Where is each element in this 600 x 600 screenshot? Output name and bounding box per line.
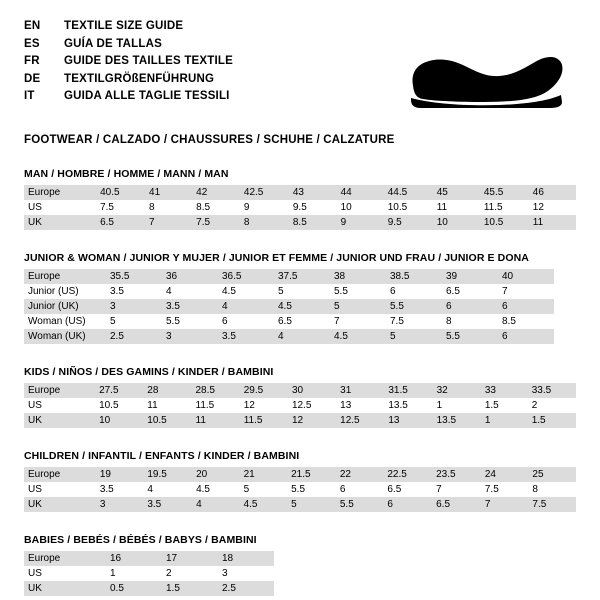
size-cell: 2 [528, 398, 576, 413]
size-cell: 5 [106, 314, 162, 329]
size-cell: 3.5 [106, 284, 162, 299]
table-row [24, 215, 576, 230]
language-code: DE [24, 72, 41, 85]
size-cell: 8 [145, 200, 192, 215]
size-cell: 42 [192, 185, 240, 200]
size-cell: 39 [442, 269, 498, 284]
size-cell: 11 [143, 398, 191, 413]
size-cell: 6.5 [442, 284, 498, 299]
size-cell: 5 [240, 482, 288, 497]
size-cell: 10 [337, 200, 384, 215]
section-man [24, 168, 576, 230]
language-code: IT [24, 90, 35, 102]
size-cell: 8 [528, 482, 576, 497]
section-kids [24, 366, 576, 428]
size-cell: 1.5 [528, 413, 576, 428]
size-cell: 12 [240, 398, 288, 413]
size-cell: 1 [106, 566, 162, 581]
row-label: UK [24, 413, 95, 428]
size-cell: 4 [218, 299, 274, 314]
size-cell: 1.5 [481, 398, 528, 413]
language-row [24, 36, 233, 54]
table-row [24, 566, 274, 581]
size-cell: 5.5 [336, 497, 384, 512]
size-cell: 11.5 [480, 200, 529, 215]
language-row [24, 53, 233, 71]
size-cell: 4.5 [274, 299, 330, 314]
size-cell: 8.5 [192, 200, 240, 215]
size-cell: 9.5 [384, 215, 433, 230]
size-cell: 8.5 [498, 314, 554, 329]
size-cell: 4.5 [240, 497, 288, 512]
size-cell: 6.5 [96, 215, 145, 230]
size-cell: 30 [288, 383, 336, 398]
size-cell: 43 [289, 185, 337, 200]
size-cell: 12 [529, 200, 576, 215]
size-table [24, 551, 274, 596]
size-cell: 5 [386, 329, 442, 344]
language-title: GUIDE DES TAILLES TEXTILE [64, 55, 233, 67]
size-cell: 10.5 [384, 200, 433, 215]
size-cell: 7.5 [96, 200, 145, 215]
size-cell: 7.5 [481, 482, 529, 497]
size-cell: 20 [192, 467, 240, 482]
size-cell: 13.5 [384, 398, 432, 413]
size-cell: 10.5 [143, 413, 191, 428]
table-row [24, 329, 554, 344]
table-row [24, 299, 554, 314]
size-cell: 6 [218, 314, 274, 329]
size-cell: 2.5 [218, 581, 274, 596]
size-cell: 44 [337, 185, 384, 200]
size-cell: 3 [106, 299, 162, 314]
size-cell: 40 [498, 269, 554, 284]
size-cell: 5.5 [287, 482, 336, 497]
size-cell: 10 [433, 215, 480, 230]
row-label: US [24, 398, 95, 413]
size-cell: 9.5 [289, 200, 337, 215]
size-cell: 41 [145, 185, 192, 200]
row-label: Woman (UK) [24, 329, 106, 344]
size-cell: 11.5 [192, 398, 240, 413]
size-cell: 7.5 [386, 314, 442, 329]
size-cell: 6 [442, 299, 498, 314]
size-cell: 5.5 [386, 299, 442, 314]
row-label: Europe [24, 383, 95, 398]
row-label: US [24, 482, 96, 497]
size-cell: 13.5 [433, 413, 481, 428]
size-cell: 7 [481, 497, 529, 512]
size-cell: 8 [442, 314, 498, 329]
size-cell: 19 [96, 467, 144, 482]
table-row [24, 413, 576, 428]
size-cell: 10.5 [95, 398, 143, 413]
size-cell: 16 [106, 551, 162, 566]
table-row [24, 284, 554, 299]
section-title: CHILDREN / INFANTIL / ENFANTS / KINDER / BAMBINI [24, 450, 300, 462]
language-title: GUIDA ALLE TAGLIE TESSILI [64, 90, 230, 102]
size-cell: 31 [336, 383, 384, 398]
size-cell: 3.5 [143, 497, 192, 512]
size-table [24, 467, 576, 512]
size-cell: 38.5 [386, 269, 442, 284]
size-cell: 12.5 [336, 413, 384, 428]
size-cell: 31.5 [384, 383, 432, 398]
size-cell: 33.5 [528, 383, 576, 398]
table-row [24, 482, 576, 497]
row-label: Europe [24, 269, 106, 284]
section-title: BABIES / BEBÉS / BÉBÉS / BABYS / BAMBINI [24, 534, 257, 546]
size-cell: 28.5 [192, 383, 240, 398]
language-code: EN [24, 20, 41, 32]
size-cell: 18 [218, 551, 274, 566]
size-cell: 4.5 [330, 329, 386, 344]
table-row [24, 383, 576, 398]
size-table [24, 185, 576, 230]
size-cell: 7.5 [192, 215, 240, 230]
size-cell: 4 [274, 329, 330, 344]
row-label: UK [24, 215, 96, 230]
size-cell: 22 [336, 467, 384, 482]
table-row [24, 200, 576, 215]
size-cell: 45 [433, 185, 480, 200]
table-row [24, 398, 576, 413]
size-cell: 9 [337, 215, 384, 230]
section-title: KIDS / NIÑOS / DES GAMINS / KINDER / BAMBINI [24, 366, 274, 378]
size-cell: 5.5 [330, 284, 386, 299]
size-cell: 6 [383, 497, 432, 512]
size-cell: 23.5 [432, 467, 481, 482]
size-cell: 12 [288, 413, 336, 428]
size-cell: 0.5 [106, 581, 162, 596]
size-cell: 32 [433, 383, 481, 398]
row-label: US [24, 566, 106, 581]
size-cell: 2.5 [106, 329, 162, 344]
size-cell: 6 [498, 329, 554, 344]
size-cell: 46 [529, 185, 576, 200]
language-list [24, 18, 233, 106]
size-cell: 24 [481, 467, 529, 482]
table-row [24, 467, 576, 482]
size-cell: 13 [384, 413, 432, 428]
section-children [24, 450, 576, 512]
section-junior-woman [24, 252, 576, 344]
size-cell: 4.5 [218, 284, 274, 299]
size-cell: 37.5 [274, 269, 330, 284]
size-cell: 21 [240, 467, 288, 482]
size-cell: 6 [336, 482, 384, 497]
size-table [24, 383, 576, 428]
size-cell: 2 [162, 566, 218, 581]
size-cell: 27.5 [95, 383, 143, 398]
size-cell: 45.5 [480, 185, 529, 200]
size-cell: 40.5 [96, 185, 145, 200]
size-cell: 44.5 [384, 185, 433, 200]
language-code: ES [24, 37, 40, 50]
size-cell: 12.5 [288, 398, 336, 413]
size-cell: 3 [218, 566, 274, 581]
size-cell: 5.5 [162, 314, 218, 329]
size-cell: 33 [481, 383, 528, 398]
row-label: Junior (UK) [24, 299, 106, 314]
size-cell: 10 [95, 413, 143, 428]
language-code: FR [24, 55, 40, 67]
row-label: Europe [24, 467, 96, 482]
size-cell: 7 [498, 284, 554, 299]
size-cell: 8.5 [289, 215, 337, 230]
size-cell: 3 [96, 497, 144, 512]
size-cell: 5 [330, 299, 386, 314]
section-title: MAN / HOMBRE / HOMME / MANN / MAN [24, 168, 229, 180]
page-title: FOOTWEAR / CALZADO / CHAUSSURES / SCHUHE / CALZATURE [24, 134, 395, 146]
size-cell: 29.5 [240, 383, 288, 398]
size-table [24, 269, 554, 344]
size-cell: 35.5 [106, 269, 162, 284]
language-row [24, 88, 233, 106]
row-label: Europe [24, 185, 96, 200]
size-cell: 10.5 [480, 215, 529, 230]
size-cell: 1 [433, 398, 481, 413]
language-title: TEXTILE SIZE GUIDE [64, 20, 184, 32]
size-cell: 13 [336, 398, 384, 413]
section-title: JUNIOR & WOMAN / JUNIOR Y MUJER / JUNIOR ET FEMME / JUNIOR UND FRAU / JUNIOR E DONA [24, 252, 529, 264]
size-cell: 1.5 [162, 581, 218, 596]
size-cell: 17 [162, 551, 218, 566]
size-cell: 5 [274, 284, 330, 299]
size-cell: 4 [192, 497, 240, 512]
size-cell: 25 [528, 467, 576, 482]
size-cell: 22.5 [383, 467, 432, 482]
size-cell: 4 [143, 482, 192, 497]
size-cell: 21.5 [287, 467, 336, 482]
size-sections [24, 168, 576, 596]
size-cell: 4.5 [192, 482, 240, 497]
language-title: TEXTILGRÖßENFÜHRUNG [64, 72, 215, 85]
size-cell: 5 [287, 497, 336, 512]
size-cell: 3 [162, 329, 218, 344]
size-cell: 7.5 [528, 497, 576, 512]
row-label: US [24, 200, 96, 215]
size-cell: 3.5 [218, 329, 274, 344]
table-row [24, 185, 576, 200]
section-babies [24, 534, 576, 596]
size-cell: 36 [162, 269, 218, 284]
dress-shoe-icon [390, 40, 570, 118]
size-cell: 6.5 [432, 497, 481, 512]
size-cell: 3.5 [162, 299, 218, 314]
size-cell: 38 [330, 269, 386, 284]
size-cell: 11 [433, 200, 480, 215]
size-cell: 5.5 [442, 329, 498, 344]
size-cell: 8 [240, 215, 289, 230]
size-cell: 7 [145, 215, 192, 230]
header [24, 18, 576, 118]
table-row [24, 314, 554, 329]
row-label: Junior (US) [24, 284, 106, 299]
table-row [24, 269, 554, 284]
size-cell: 28 [143, 383, 191, 398]
row-label: Europe [24, 551, 106, 566]
size-cell: 6 [386, 284, 442, 299]
size-cell: 7 [432, 482, 481, 497]
row-label: UK [24, 581, 106, 596]
size-cell: 11 [192, 413, 240, 428]
size-cell: 6 [498, 299, 554, 314]
size-cell: 36.5 [218, 269, 274, 284]
size-cell: 11.5 [240, 413, 288, 428]
size-cell: 11 [529, 215, 576, 230]
size-cell: 3.5 [96, 482, 144, 497]
size-cell: 4 [162, 284, 218, 299]
size-cell: 42.5 [240, 185, 289, 200]
size-cell: 6.5 [383, 482, 432, 497]
row-label: Woman (US) [24, 314, 106, 329]
size-cell: 7 [330, 314, 386, 329]
row-label: UK [24, 497, 96, 512]
table-row [24, 581, 274, 596]
language-row [24, 71, 233, 89]
size-cell: 6.5 [274, 314, 330, 329]
size-cell: 9 [240, 200, 289, 215]
table-row [24, 497, 576, 512]
size-cell: 1 [481, 413, 528, 428]
language-row [24, 18, 233, 36]
size-cell: 19.5 [143, 467, 192, 482]
table-row [24, 551, 274, 566]
language-title: GUÍA DE TALLAS [64, 37, 162, 50]
